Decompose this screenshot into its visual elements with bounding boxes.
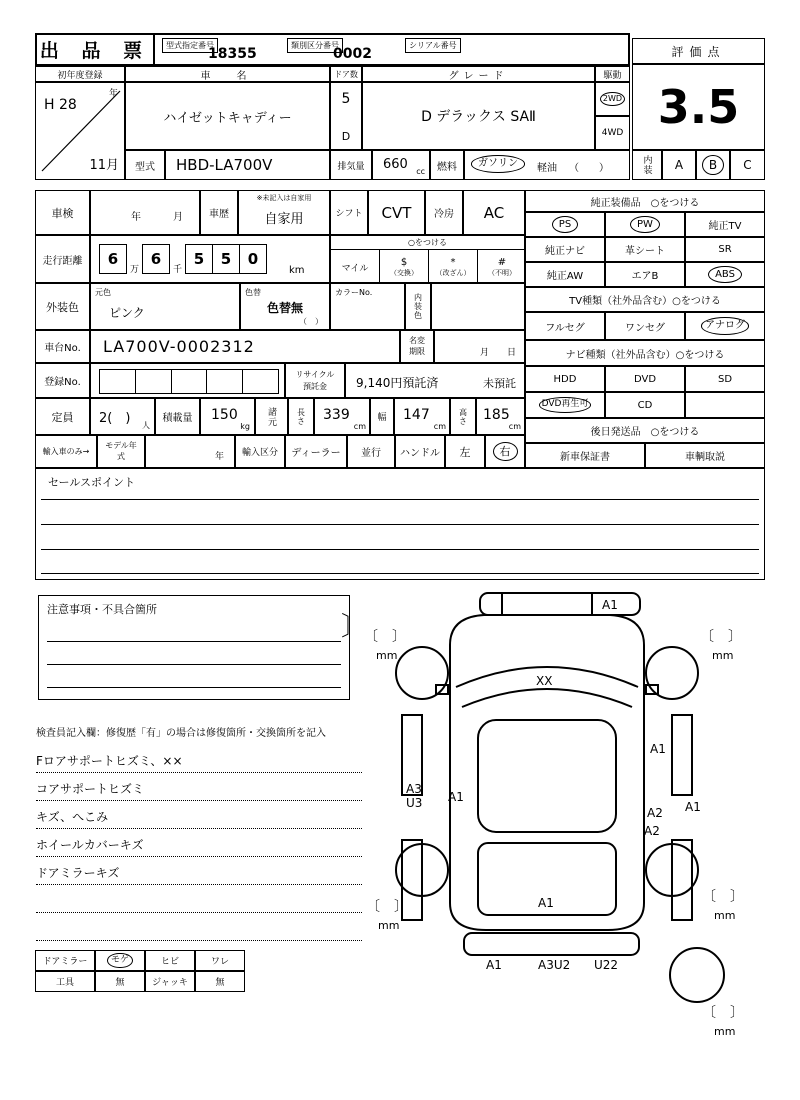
height-unit: cm <box>508 422 521 431</box>
name-change-units: 月 日 <box>479 348 516 358</box>
equip-abs-cell <box>685 262 765 287</box>
orig-color-label: 元色 <box>95 288 111 297</box>
name-header: 車 名 <box>125 66 330 82</box>
defect-text: ホイールカバーキズ <box>36 838 144 852</box>
mileage-opt-mile <box>331 250 379 284</box>
regno-label: 登録No. <box>35 363 90 398</box>
capacity-value: 2( ) <box>99 411 131 426</box>
odometer-sen: 千 <box>173 265 183 275</box>
tool-none-1: 無 <box>95 971 145 992</box>
interior-color-label: 内装色 <box>413 293 423 320</box>
cabin-area <box>478 720 616 832</box>
mirror-moge: モゲ <box>107 953 133 969</box>
recycle-label: リサイクル預託金 <box>295 370 335 391</box>
dollar-symbol: $ <box>400 256 408 268</box>
defect-line-empty <box>36 886 362 913</box>
mirror-hibi: ヒビ <box>145 950 195 971</box>
tool-jack: ジャッキ <box>145 971 195 992</box>
color-no-cell <box>330 283 405 330</box>
mark-bottom-a3u2: A3U2 <box>538 958 571 972</box>
color-no-label: カラーNo. <box>335 288 373 297</box>
defect-line-2 <box>36 774 362 801</box>
handle-label: ハンドル <box>395 435 445 468</box>
mark-left-a3: A3 <box>406 782 422 796</box>
length-cell <box>314 398 370 435</box>
car-diagram <box>352 585 772 1045</box>
tampered-label: （改ざん） <box>435 268 471 277</box>
defect-line-1 <box>36 746 362 773</box>
odometer-digit-1: 6 <box>99 244 127 274</box>
equip-aw: 純正AW <box>525 262 605 287</box>
mirror-moge-cell <box>95 950 145 971</box>
interior-c: C <box>730 150 765 180</box>
mark-right-front: A1 <box>650 742 666 756</box>
bracket-right-glyph: 〕 <box>341 612 368 642</box>
doors-sub: D <box>341 130 351 143</box>
recycle-alt: 未預託 <box>483 377 516 390</box>
tv-analog: アナログ <box>701 317 749 335</box>
load-value: 150 <box>211 407 238 423</box>
mm-bottom-right: mm <box>714 909 736 922</box>
shaken-year-unit: 年 <box>131 212 141 223</box>
doors-header: ドア数 <box>330 66 362 82</box>
capacity-unit: 人 <box>142 421 150 430</box>
regno-box <box>207 370 243 393</box>
mark-hood: XX <box>536 674 553 688</box>
height-label: 高さ <box>458 407 468 426</box>
import-only-label: 輸入車のみ→ <box>35 435 97 468</box>
mirror-row-label: ドアミラー <box>35 950 95 971</box>
width-label: 幅 <box>370 398 394 435</box>
model-year-label: モデル年式 <box>105 441 137 461</box>
mileage-opt-tampered <box>428 250 477 284</box>
exchange-label: （交換） <box>390 268 418 277</box>
width-unit: cm <box>433 422 446 431</box>
shift-value: CVT <box>368 190 425 235</box>
handle-left: 左 <box>445 435 485 468</box>
recycle-value-cell <box>345 363 525 398</box>
star-symbol: * <box>450 256 456 268</box>
defect-line-empty <box>36 914 362 941</box>
regno-box <box>172 370 208 393</box>
sales-point-area <box>35 468 765 580</box>
history-cell <box>238 190 330 235</box>
car-body-outline <box>450 615 644 930</box>
mirror-ware: ワレ <box>195 950 245 971</box>
sales-line <box>41 524 759 525</box>
mm-spare: mm <box>714 1025 736 1038</box>
drive-2wd: 2WD <box>600 92 625 106</box>
defect-text: コアサポートヒズミ <box>36 782 145 796</box>
equip-pw: PW <box>630 216 660 234</box>
regno-box <box>100 370 136 393</box>
fuel-gasoline: ガソリン <box>471 155 525 173</box>
height-label-cell <box>450 398 476 435</box>
dvd-play: DVD再生可 <box>539 397 592 413</box>
owner-manual: 車輌取説 <box>645 443 765 468</box>
front-right-wheel <box>646 647 698 699</box>
interior-label: 内装 <box>641 155 652 175</box>
bracket-spare: 〔 〕 <box>702 1005 744 1021</box>
later-ship-header: 後日発送品 ○をつける <box>525 418 765 443</box>
equip-tv: 純正TV <box>685 212 765 237</box>
name-change-label: 名変期限 <box>409 336 425 356</box>
notes-box-label: 注意事項・不具合箇所 <box>47 603 157 616</box>
recolor-value: 色替無 <box>266 301 304 315</box>
regno-box <box>243 370 278 393</box>
history-note: ※未記入は自家用 <box>256 194 312 202</box>
right-front-panel <box>672 715 692 795</box>
equip-sr: SR <box>685 237 765 262</box>
interior-color-cell <box>405 283 431 330</box>
interior-a: A <box>662 150 696 180</box>
sales-line <box>41 549 759 550</box>
notes-line <box>47 641 341 642</box>
equip-leather: 革シート <box>605 237 685 262</box>
mark-rear-a1: A1 <box>538 896 554 910</box>
history-value: 自家用 <box>264 212 304 227</box>
model-value: HBD-LA700V <box>176 156 273 174</box>
car-name: ハイゼットキャディー <box>125 82 330 150</box>
odometer-man: 万 <box>130 265 140 275</box>
reg-year-unit: 年 <box>108 89 118 99</box>
odometer-digit-5: 0 <box>239 244 267 274</box>
notes-line <box>47 664 341 665</box>
disp-value: 660 <box>383 157 408 172</box>
defect-line-4 <box>36 830 362 857</box>
shaken-value-cell <box>90 190 200 235</box>
fuel-diesel: 軽油 <box>537 163 557 174</box>
length-label-cell <box>288 398 314 435</box>
doors-count: 5 <box>341 91 351 107</box>
mark-front-bumper: A1 <box>602 598 618 612</box>
regno-boxes <box>99 369 279 394</box>
equip-abs: ABS <box>708 266 742 284</box>
mileage-circle-note: ○をつける <box>331 236 524 250</box>
drive-4wd: 4WD <box>595 116 630 150</box>
chassis-value-cell <box>90 330 400 363</box>
equip-header: 純正装備品 ○をつける <box>525 190 765 212</box>
model-code-value: 18355 <box>208 46 257 62</box>
mm-top-left: mm <box>376 649 398 662</box>
warranty-book: 新車保証書 <box>525 443 645 468</box>
tool-row-label: 工具 <box>35 971 95 992</box>
navi-empty-cell <box>685 392 765 418</box>
odometer-unit: km <box>289 265 305 276</box>
tv-oneseg: ワンセグ <box>605 312 685 340</box>
handle-right: 右 <box>493 442 518 461</box>
dvd-play-cell <box>525 392 605 418</box>
recolor-cell <box>240 283 330 330</box>
height-cell <box>476 398 525 435</box>
shaken-month-unit: 月 <box>173 212 183 223</box>
navi-hdd: HDD <box>525 366 605 392</box>
mark-mid-a1: A1 <box>448 790 464 804</box>
ext-color-label: 外装色 <box>35 283 90 330</box>
drive-2wd-cell <box>595 82 630 116</box>
mark-left-u3: U3 <box>406 796 423 810</box>
model-value-cell <box>165 150 330 180</box>
unknown-label: （不明） <box>488 268 516 277</box>
notes-line <box>47 687 341 688</box>
front-left-wheel <box>396 647 448 699</box>
mileage-opt-unknown <box>477 250 526 284</box>
model-year-unit: 年 <box>214 452 224 462</box>
handle-right-cell <box>485 435 525 468</box>
regno-box <box>136 370 172 393</box>
rear-bumper <box>464 933 639 955</box>
odometer-digit-3: 5 <box>185 244 213 274</box>
odometer-digit-2: 6 <box>142 244 170 274</box>
spec-label: 諸元 <box>266 406 276 427</box>
cool-value: AC <box>463 190 525 235</box>
grade-value: D デラックス SAⅡ <box>362 82 595 150</box>
interior-b: B <box>702 155 724 176</box>
chassis-value: LA700V-0002312 <box>103 337 255 356</box>
history-label: 車歴 <box>200 190 238 235</box>
length-label: 長さ <box>296 407 306 426</box>
load-cell <box>200 398 255 435</box>
load-unit: kg <box>240 422 250 431</box>
navi-cd: CD <box>605 392 685 418</box>
navi-dvd: DVD <box>605 366 685 392</box>
tool-none-2: 無 <box>195 971 245 992</box>
sales-line <box>41 573 759 574</box>
interior-color-value-cell <box>431 283 525 330</box>
spare-tire <box>670 948 724 1002</box>
disp-unit: cc <box>416 167 425 176</box>
mark-right-a2b: A2 <box>644 824 660 838</box>
sheet-title: 出 品 票 <box>35 33 155 66</box>
shaken-label: 車検 <box>35 190 90 235</box>
navi-type-header: ナビ種類（社外品含む）○をつける <box>525 340 765 366</box>
sales-point-label: セールスポイント <box>48 476 136 489</box>
import-parallel: 並行 <box>347 435 395 468</box>
length-value: 339 <box>323 407 350 423</box>
equip-navi: 純正ナビ <box>525 237 605 262</box>
length-unit: cm <box>353 422 366 431</box>
mileage-opt-exchange <box>379 250 428 284</box>
navi-sd: SD <box>685 366 765 392</box>
defect-text: Fロアサポートヒズミ、×× <box>36 754 183 768</box>
equip-ps: PS <box>552 216 578 234</box>
name-change-value-cell <box>434 330 525 363</box>
mark-bottom-a1: A1 <box>486 958 502 972</box>
import-dealer: ディーラー <box>285 435 347 468</box>
equip-pw-cell <box>605 212 685 237</box>
model-code-label: 型式指定番号 <box>162 38 218 53</box>
shift-label: シフト <box>330 190 368 235</box>
defect-line-5 <box>36 858 362 885</box>
first-reg-cell <box>35 82 125 180</box>
recycle-label-cell <box>285 363 345 398</box>
load-label: 積載量 <box>155 398 200 435</box>
score-label: 評価点 <box>632 38 765 64</box>
fuel-paren: （ ） <box>569 163 609 174</box>
defect-text: ドアミラーキズ <box>36 866 120 880</box>
inspector-note: 検査員記入欄：修復歴「有」の場合は修復箇所・交換箇所を記入 <box>36 728 326 739</box>
sales-line <box>41 499 759 500</box>
tv-analog-cell <box>685 312 765 340</box>
score-value: 3.5 <box>632 64 765 150</box>
odometer-cell <box>90 235 330 283</box>
reg-era: H 28 <box>44 97 77 113</box>
regno-cell <box>90 363 285 398</box>
drive-header: 駆動 <box>595 66 630 82</box>
model-label: 型式 <box>125 150 165 180</box>
mileage-options-cell <box>330 235 525 283</box>
chassis-label: 車台No. <box>35 330 90 363</box>
bracket-top-right: 〔 〕 <box>700 629 742 645</box>
right-rear-panel <box>672 840 692 920</box>
defect-line-3 <box>36 802 362 829</box>
mile-label: マイル <box>341 263 369 274</box>
reg-header: 初年度登録 <box>35 66 125 82</box>
mm-top-right: mm <box>712 649 734 662</box>
model-year-label-cell <box>97 435 145 468</box>
import-class-label: 輸入区分 <box>235 435 285 468</box>
grade-header: グレード <box>362 66 595 82</box>
equip-airbag: エアB <box>605 262 685 287</box>
equip-ps-cell <box>525 212 605 237</box>
class-code-value: 0002 <box>333 46 372 62</box>
width-cell <box>394 398 450 435</box>
class-code-label: 類別区分番号 <box>287 38 343 53</box>
doors-cell <box>330 82 362 150</box>
disp-label: 排気量 <box>330 150 372 180</box>
orig-color-cell <box>90 283 240 330</box>
bracket-top-left: 〔 〕 <box>364 629 406 645</box>
bracket-bottom-right: 〔 〕 <box>702 889 744 905</box>
recolor-paren: （ ） <box>299 317 323 326</box>
cool-label: 冷房 <box>425 190 463 235</box>
tv-fullseg: フルセグ <box>525 312 605 340</box>
interior-b-cell <box>696 150 730 180</box>
orig-color-value: ピンク <box>109 306 145 320</box>
notes-box <box>38 595 350 700</box>
reg-month: 11月 <box>89 158 119 173</box>
mileage-label: 走行距離 <box>35 235 90 283</box>
spec-label-cell <box>255 398 288 435</box>
capacity-label: 定員 <box>35 398 90 435</box>
recolor-label: 色替 <box>245 288 261 297</box>
fuel-cell <box>464 150 630 180</box>
bracket-bottom-left: 〔 〕 <box>366 899 408 915</box>
mm-bottom-left: mm <box>378 919 400 932</box>
defect-text: キズ、へこみ <box>36 810 109 824</box>
height-value: 185 <box>483 407 510 423</box>
serial-label: シリアル番号 <box>405 38 461 53</box>
odometer-digit-4: 5 <box>212 244 240 274</box>
interior-label-cell <box>632 150 662 180</box>
hash-symbol: # <box>497 256 507 268</box>
mark-right-a1b: A1 <box>685 800 701 814</box>
tv-type-header: TV種類（社外品含む）○をつける <box>525 287 765 312</box>
name-change-label-cell <box>400 330 434 363</box>
mark-bottom-u22: U22 <box>594 958 619 972</box>
capacity-cell <box>90 398 155 435</box>
fuel-label: 燃料 <box>430 150 464 180</box>
disp-cell <box>372 150 430 180</box>
mark-right-a2: A2 <box>647 806 663 820</box>
recycle-value: 9,140円預託済 <box>356 376 439 390</box>
width-value: 147 <box>403 407 430 423</box>
model-year-cell <box>145 435 235 468</box>
